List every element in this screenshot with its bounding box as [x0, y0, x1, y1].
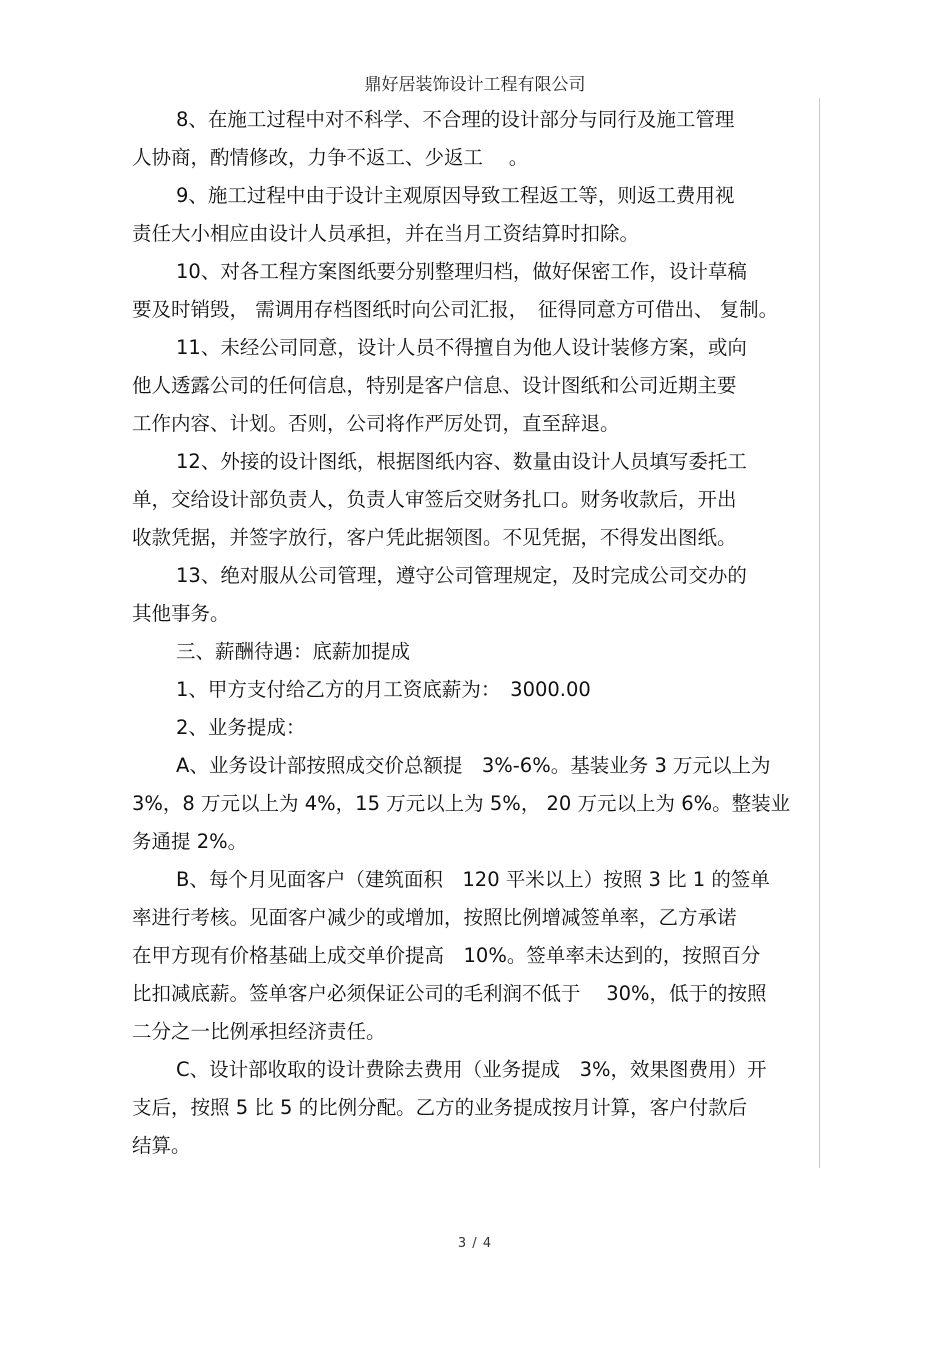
- text-line: 9、施工过程中由于设计主观原因导致工程返工等，则返工费用视: [176, 184, 735, 207]
- text-line: 在甲方现有价格基础上成交单价提高 10%。签单率未达到的，按照百分: [132, 944, 761, 967]
- text-line: 务通提 2%。: [132, 830, 248, 853]
- text-line: 比扣减底薪。签单客户必须保证公司的毛利润不低于 30%，低于的按照: [132, 982, 767, 1005]
- text-line: 12、外接的设计图纸，根据图纸内容、数量由设计人员填写委托工: [176, 450, 747, 473]
- text-line: 他人透露公司的任何信息，特别是客户信息、设计图纸和公司近期主要: [132, 374, 737, 397]
- text-line: 13、绝对服从公司管理，遵守公司管理规定，及时完成公司交办的: [176, 564, 747, 587]
- text-line: A、业务设计部按照成交价总额提 3%-6%。基装业务 3 万元以上为: [176, 754, 771, 777]
- page-number: 3 / 4: [457, 1236, 493, 1251]
- text-line: 其他事务。: [132, 602, 230, 625]
- page-header: 鼎好居装饰设计工程有限公司: [364, 75, 586, 95]
- text-line: C、设计部收取的设计费除去费用（业务提成 3%，效果图费用）开: [176, 1058, 767, 1081]
- document-body: [132, 101, 822, 1165]
- text-line: B、每个月见面客户（建筑面积 120 平米以上）按照 3 比 1 的签单: [176, 868, 770, 891]
- text-line: 工作内容、计划。否则，公司将作严厉处罚，直至辞退。: [132, 412, 620, 435]
- text-line: 率进行考核。见面客户减少的或增加，按照比例增减签单率，乙方承诺: [132, 906, 737, 929]
- text-line: 10、对各工程方案图纸要分别整理归档，做好保密工作，设计草稿: [176, 260, 747, 283]
- text-line: 8、在施工过程中对不科学、不合理的设计部分与同行及施工管理: [176, 108, 735, 131]
- text-line: 1、甲方支付给乙方的月工资底薪为： 3000.00: [176, 678, 591, 701]
- text-line: 责任大小相应由设计人员承担，并在当月工资结算时扣除。: [132, 222, 640, 245]
- text-line: 3%，8 万元以上为 4%，15 万元以上为 5%， 20 万元以上为 6%。整装业: [132, 792, 791, 815]
- text-line: 要及时销毁， 需调用存档图纸时向公司汇报， 征得同意方可借出、 复制。: [132, 298, 779, 321]
- text-line: 支后，按照 5 比 5 的比例分配。乙方的业务提成按月计算，客户付款后: [132, 1096, 748, 1119]
- text-line: 单，交给设计部负责人，负责人审签后交财务扎口。财务收款后，开出: [132, 488, 737, 511]
- text-line: 2、业务提成：: [176, 716, 306, 739]
- text-line: 收款凭据，并签字放行，客户凭此据领图。不见凭据，不得发出图纸。: [132, 526, 737, 549]
- text-line: 结算。: [132, 1134, 191, 1157]
- text-line: 人协商，酌情修改，力争不返工、少返工 。: [132, 146, 529, 169]
- text-line: 11、未经公司同意，设计人员不得擅自为他人设计装修方案，或向: [176, 336, 747, 359]
- section-heading: 三、薪酬待遇：底薪加提成: [176, 640, 411, 663]
- text-line: 二分之一比例承担经济责任。: [132, 1020, 386, 1043]
